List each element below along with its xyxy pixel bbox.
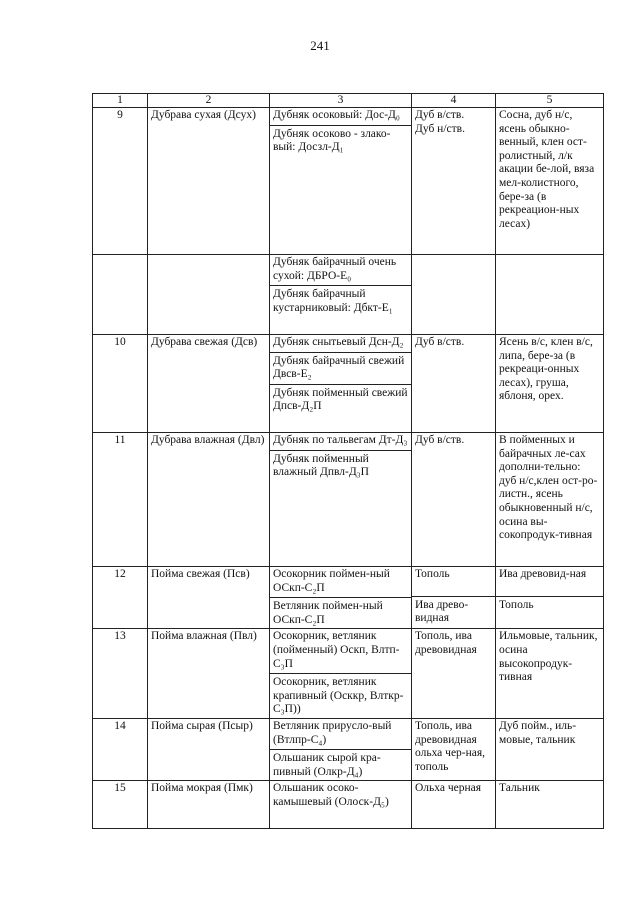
habitat-type: Дубрава сухая (Дсух) — [148, 108, 270, 255]
forest-type: Ветляник поймен-ный ОСкп-С₂П — [270, 597, 411, 627]
forest-type: Дубняк снытьевый Дсн-Д₂ — [273, 336, 404, 348]
page-number: 241 — [310, 38, 330, 53]
habitat-type: Дубрава свежая (Дсв) — [148, 335, 270, 433]
associated-species-cell — [496, 567, 604, 629]
main-species: Тополь, ива древовидная ольха чер-ная, тополь — [412, 718, 496, 780]
forest-type-cell — [270, 629, 412, 719]
table-row — [93, 433, 604, 567]
associated-species: Сосна, дуб н/с, ясень обыкно-венный, клен ост-ролистный, л/к акации бе-лой, вяза мел-колистного, бере-за (в рекреацион-ных лесах) — [496, 108, 604, 255]
row-number: 9 — [93, 108, 148, 255]
table-row — [93, 718, 604, 780]
forest-types-table — [92, 93, 604, 829]
associated-species: Ильмовые, тальник, осина высокопродук-тивная — [496, 629, 604, 719]
associated-species — [496, 255, 604, 335]
forest-type-cell — [270, 335, 412, 433]
forest-type: Дубняк байрачный свежий Двсв-Е₂ — [270, 352, 411, 382]
habitat-type: Дубрава влажная (Двл) — [148, 433, 270, 567]
forest-type: Дубняк пойменный свежий Дпсв-Д₂П — [270, 384, 411, 414]
main-species — [412, 255, 496, 335]
row-number: 10 — [93, 335, 148, 433]
forest-type: Дубняк осоково - злако-вый: Досзл-Д₁ — [270, 125, 411, 155]
row-number: 11 — [93, 433, 148, 567]
row-number: 14 — [93, 718, 148, 780]
forest-type: Дубняк осоковый: Дос-Д₀ — [273, 109, 400, 121]
forest-type: Дубняк байрачный кустарниковый: Дбкт-Е₁ — [270, 285, 411, 315]
table-row — [93, 108, 604, 255]
table-row — [93, 629, 604, 719]
associated-species: Дуб пойм., иль-мовые, тальник — [496, 718, 604, 780]
row-number — [93, 255, 148, 335]
header-cell: 5 — [496, 94, 604, 108]
row-number: 15 — [93, 781, 148, 829]
row-number: 12 — [93, 567, 148, 629]
main-species: Дуб в/ств. Дуб н/ств. — [412, 108, 496, 255]
associated-species: В пойменных и байрачных ле-сах дополни-тельно: дуб н/с,клен ост-ро-листн., ясень обыкновенный н/с, осина вы-сокопродук-тивная — [496, 433, 604, 567]
main-species: Тополь — [415, 568, 450, 580]
forest-type: Ветляник прирусло-вый (Втлпр-С₄) — [273, 719, 392, 746]
forest-type-cell — [270, 781, 412, 829]
forest-type: Дубняк пойменный влажный Дпвл-Д₃П — [270, 450, 411, 480]
header-cell: 1 — [93, 94, 148, 108]
table-header-row — [93, 94, 604, 108]
habitat-type — [148, 255, 270, 335]
forest-type-cell — [270, 433, 412, 567]
main-species: Дуб в/ств. — [412, 433, 496, 567]
main-species-cell — [412, 567, 496, 629]
table-row — [93, 567, 604, 629]
header-cell: 4 — [412, 94, 496, 108]
habitat-type: Пойма мокрая (Пмк) — [148, 781, 270, 829]
forest-type-cell — [270, 108, 412, 255]
associated-species: Ива древовид-ная — [499, 568, 587, 580]
main-species: Ива древо-видная — [412, 596, 495, 626]
habitat-type: Пойма влажная (Пвл) — [148, 629, 270, 719]
habitat-type: Пойма сырая (Псыр) — [148, 718, 270, 780]
associated-species: Ясень в/с, клен в/с, липа, бере-за (в рекреаци-онных лесах), груша, яблоня, орех. — [496, 335, 604, 433]
main-species: Тополь, ива древовидная — [412, 629, 496, 719]
forest-type: Ольшаник сырой кра-пивный (Олкр-Д₄) — [270, 749, 411, 779]
forest-type: Осокорник поймен-ный ОСкп-С₂П — [273, 568, 390, 594]
forest-type-cell — [270, 255, 412, 335]
forest-type-cell — [270, 718, 412, 780]
table-row — [93, 781, 604, 829]
forest-type-cell — [270, 567, 412, 629]
row-number: 13 — [93, 629, 148, 719]
header-cell: 2 — [148, 94, 270, 108]
habitat-type: Пойма свежая (Псв) — [148, 567, 270, 629]
associated-species: Тополь — [496, 596, 603, 613]
forest-type: Дубняк по тальвегам Дт-Д₃ — [273, 434, 408, 446]
table-row — [93, 335, 604, 433]
associated-species: Тальник — [496, 781, 604, 829]
forest-type: Осокорник, ветляник крапивный (Осккр, Влткр-С₃П)) — [270, 673, 411, 717]
main-species: Ольха черная — [412, 781, 496, 829]
forest-type: Осокорник, ветляник (пойменный) Оскп, Влтп-С₃П — [273, 630, 400, 670]
table-row — [93, 255, 604, 335]
main-species: Дуб в/ств. — [412, 335, 496, 433]
forest-type: Дубняк байрачный очень сухой: ДБРО-Е₀ — [273, 256, 397, 282]
forest-type: Ольшаник осоко-камышевый (Олоск-Д₅) — [273, 782, 389, 808]
header-cell: 3 — [270, 94, 412, 108]
